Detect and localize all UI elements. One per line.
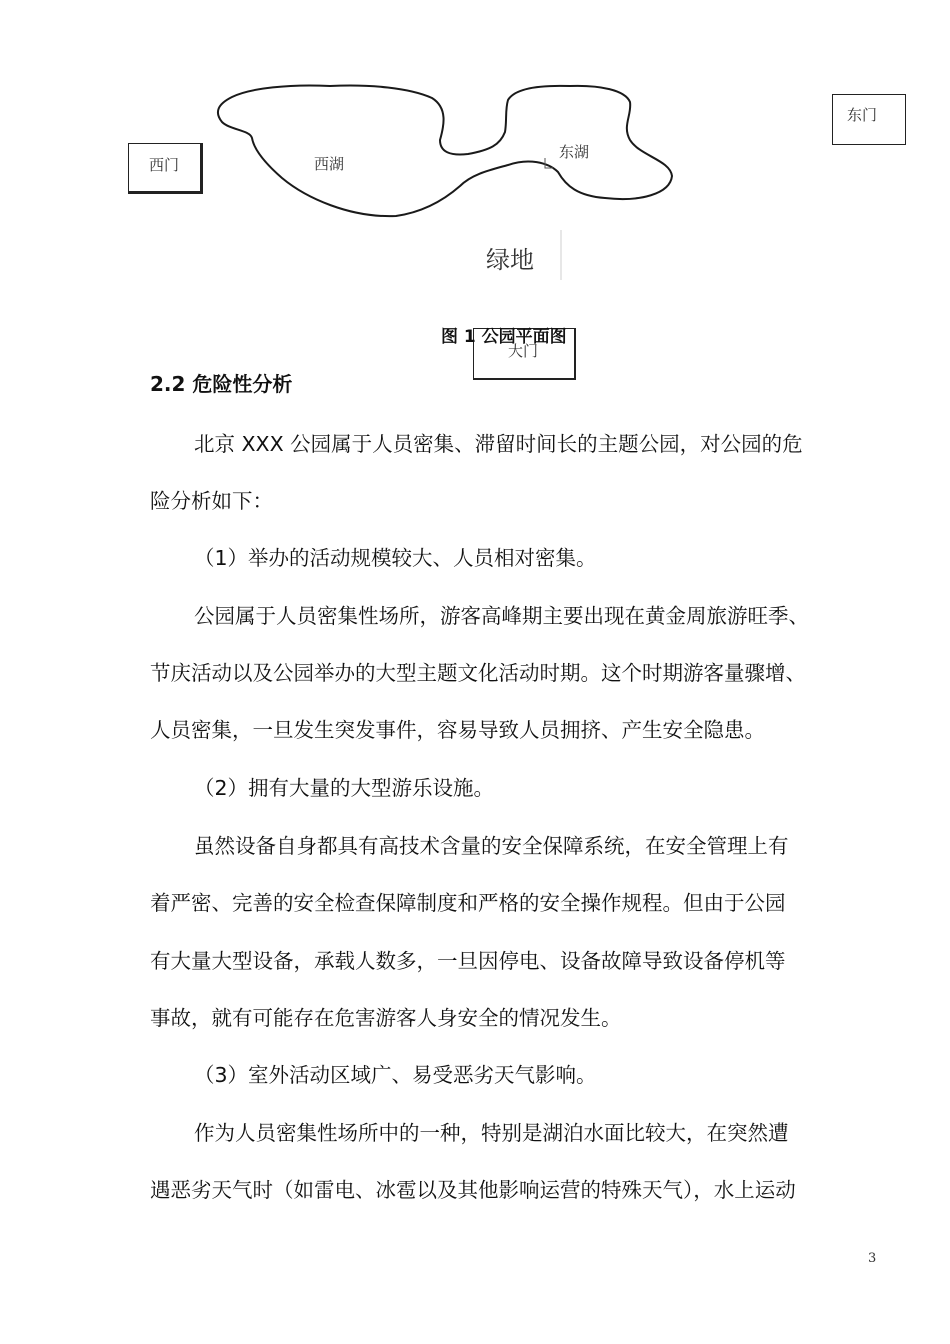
item-heading-2: （2）拥有大量的大型游乐设施。 [194, 776, 495, 800]
body-line-2: 险分析如下： [150, 489, 273, 513]
body-line-11: 遇恶劣天气时（如雷电、冰雹以及其他影响运营的特殊天气），水上运动 [150, 1178, 796, 1202]
west-lake-label: 西湖 [314, 155, 345, 173]
body-line-10: 作为人员密集性场所中的一种，特别是湖泊水面比较大，在突然遭 [194, 1121, 789, 1145]
item-heading-3: （3）室外活动区域广、易受恶劣天气影响。 [194, 1063, 597, 1087]
body-line-5: 人员密集，一旦发生突发事件，容易导致人员拥挤、产生安全隐患。 [150, 718, 765, 742]
west-gate-label: 西门 [149, 156, 180, 174]
body-line-4: 节庆活动以及公园举办的大型主题文化活动时期。这个时期游客量骤增、 [150, 661, 806, 685]
body-line-6: 虽然设备自身都具有高技术含量的安全保障系统，在安全管理上有 [194, 834, 789, 858]
east-gate-box [832, 94, 906, 145]
body-line-3: 公园属于人员密集性场所，游客高峰期主要出现在黄金周旅游旺季、 [194, 604, 809, 628]
body-line-9: 事故，就有可能存在危害游客人身安全的情况发生。 [150, 1006, 622, 1030]
west-lake-outline [218, 85, 672, 216]
body-line-1: 北京 XXX 公园属于人员密集、滞留时间长的主题公园，对公园的危 [194, 432, 803, 456]
green-area-label: 绿地 [486, 246, 534, 274]
page-number: 3 [868, 1251, 877, 1266]
body-line-7: 着严密、完善的安全检查保障制度和严格的安全操作规程。但由于公园 [150, 891, 786, 915]
east-lake-label: 东湖 [559, 143, 590, 161]
body-line-8: 有大量大型设备，承载人数多，一旦因停电、设备故障导致设备停机等 [150, 949, 786, 973]
figure-caption: 图 1 公园平面图 [441, 327, 567, 347]
east-gate-label: 东门 [847, 106, 878, 124]
item-heading-1: （1）举办的活动规模较大、人员相对密集。 [194, 546, 597, 570]
west-gate-box [128, 143, 203, 194]
main-gate-label: 大门 [508, 342, 539, 360]
section-heading: 2.2 危险性分析 [150, 372, 293, 396]
